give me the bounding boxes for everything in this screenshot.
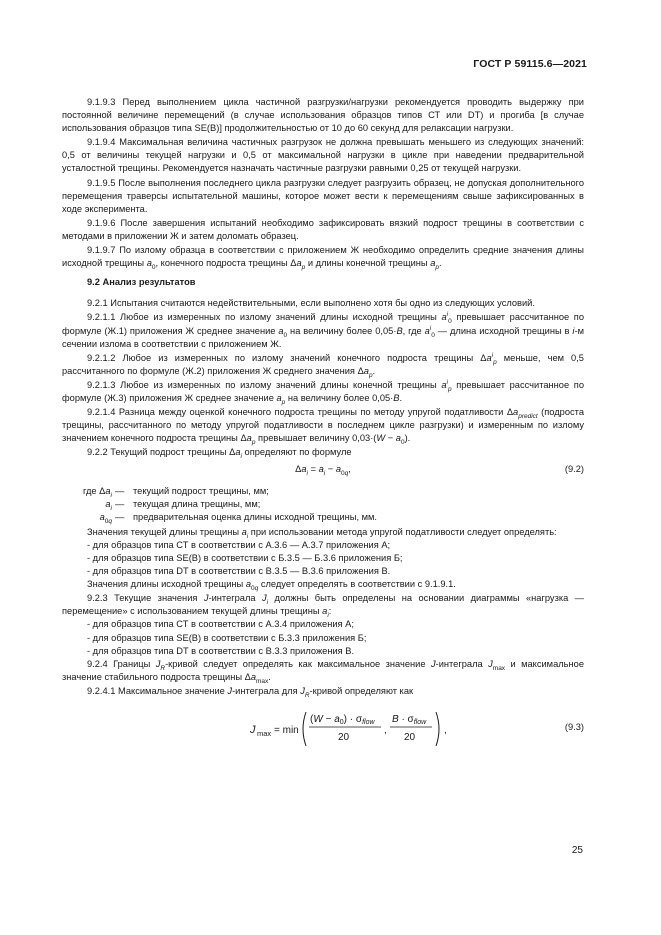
svg-text:= min: = min (274, 725, 299, 737)
definition-row: $a_i$ — текущая длина трещины, мм; (105, 499, 261, 513)
paragraph-9-2-1-4: 9.2.1.4 Разница между оценкой конечного подроста трещины по методу упругой податливости $\Delta a_{predict}$ (подроста трещины, рассчитанного по методу упругой податливости в последнем цикле разгрузки) и измеренным по излому значением конечного подроста трещины $\Delta a_p$ превышает величину $0,03\cdot(W - a_0)$. (62, 407, 584, 447)
paragraph-9-1-9-7: 9.1.9.7 По излому образца в соответствии с приложением Ж необходимо определить средние значения длины исходной трещины $a_0$, конечного подроста трещины $\Delta a_p$ и длины конечной трещины $a_p$. (62, 245, 584, 271)
list-item: - для образцов типа SE(B) в соответствии с Б.3.3 приложения Б; (87, 632, 367, 643)
list-item: - для образцов типа DT в соответствии с В.3.3 приложения В. (87, 645, 355, 656)
equation-9-3-expression (250, 706, 480, 752)
definition-row: $a_{0q}$ — предварительная оценка длины исходной трещины, мм. (99, 512, 377, 525)
paragraph-9-1-9-3: 9.1.9.3 Перед выполнением цикла частичной разгрузки/нагрузки рекомендуется проводить выдержку при постоянной величине перемещений (в случае использования образцов типов СТ или DT) и прогиба [в случае использования образцов типа SE(B)] продолжительностью от 10 до 60 секунд для релаксации нагрузки. (62, 97, 584, 134)
paragraph-9-2-1: 9.2.1 Испытания считаются недействительными, если выполнено хотя бы одно из следующих условий. (87, 298, 535, 309)
paragraph-9-2-4-1: 9.2.4.1 Максимальное значение J-интеграла для $J_R$-кривой определяют как (87, 685, 414, 699)
equation-9-3 (62, 704, 584, 754)
paragraph-9-1-9-6: 9.1.9.6 После завершения испытаний необходимо зафиксировать вязкий подрост трещины в соответствии с методами в приложении Ж и затем доломать образец. (62, 217, 584, 241)
equation-9-2 (62, 459, 584, 481)
document-body (62, 96, 584, 760)
svg-text:max: max (257, 729, 272, 739)
paragraph-9-2-1-3: 9.2.1.3 Любое из измеренных по излому значений длины конечной трещины $a^i_p$ превышает рассчитанное по формуле (Ж.3) приложения Ж среднее значение $a_p$ на величину более 0,05·B. (62, 378, 585, 406)
paragraph-9-2-1-2: 9.2.1.2 Любое из измеренных по излому значений конечного подроста трещины $\Delta a^i_p$ меньше, чем 0,5 рассчитанного по формуле (Ж.2) приложения Ж среднего значения $\Delta a_p$. (62, 351, 584, 379)
list-item: - для образцов типа СТ в соответствии с А.3.4 приложения А; (87, 619, 354, 630)
list-item: - для образцов типа SE(B) в соответствии с Б.3.5 — Б.3.6 приложения Б; (87, 553, 403, 564)
list-item: - для образцов типа СТ в соответствии с А.3.6 — А.3.7 приложения А; (87, 539, 391, 550)
svg-text:20: 20 (404, 732, 416, 744)
svg-text:,: , (444, 725, 447, 737)
page-number: 25 (571, 845, 583, 856)
paragraph-9-2-4: 9.2.4 Границы $J_R$-кривой следует определять как максимальное значение J-интеграла $J_{max}$ и максимальное значение стабильного подроста трещины $\Delta a_{max}$. (62, 658, 584, 685)
equation-9-2-expression: $\Delta a_i = a_i - a_{0q}$, (295, 464, 351, 478)
paragraph-9-2-2: 9.2.2 Текущий подрост трещины $\Delta a_i$ определяют по формуле (87, 447, 352, 461)
equation-9-3-number: (9.3) (564, 722, 584, 733)
paragraph-crack-length-values: Значения текущей длины трещины $a_i$ при использовании метода упругой податливости следует определять: (87, 526, 557, 540)
paragraph-9-1-9-5: 9.1.9.5 После выполнения последнего цикла разгрузки следует разгрузить образец, не допуская дополнительного перемещения траверсы испытательной машины, которое может вести к перемещениям свыше зафиксированных в ходе эксперимента. (62, 177, 584, 214)
svg-text:20: 20 (338, 732, 350, 744)
paragraph-9-2-3: 9.2.3 Текущие значения J-интеграла $J_i$ должны быть определены на основании диаграммы «нагрузка — перемещение» с использованием текущей длины трещины $a_i$: (62, 593, 584, 620)
section-title: 9.2 Анализ результатов (87, 277, 196, 288)
equation-9-2-number: (9.2) (564, 464, 584, 475)
svg-text:B · σflow: $B \cdot \sigma_{flow}$ (392, 714, 427, 727)
list-item: - для образцов типа DT в соответствии с В.3.5 — В.3.6 приложения В. (87, 566, 391, 577)
paragraph-9-1-9-4: 9.1.9.4 Максимальная величина частичных разгрузок не должна превышать меньшего из следующих значений: 0,5 от величины текущей нагрузки и 0,5 от максимальной нагрузки в цикле при наведении предварительной усталостной трещины. Рекомендуется назначать частичные разгрузки равными 0,25 от текущей нагрузки. (62, 137, 584, 174)
svg-text:(W − a0) · σflow: $(W - a_0) \cdot \sigma_{flow}$ (310, 714, 375, 727)
paragraph-a0q: Значения длины исходной трещины $a_{0q}$ следует определять в соответствии с 9.1.9.1. (87, 579, 456, 593)
svg-text:,: , (384, 725, 387, 737)
paragraph-9-2-1-1: 9.2.1.1 Любое из измеренных по излому значений длины исходной трещины $a^i_0$ превышает рассчитанное по формуле (Ж.1) приложения Ж среднее значение $a_0$ на величину более 0,05·B, где $a^i_0$ — длина исходной трещины в i-м сечении излома в соответствии с приложением Ж. (62, 311, 585, 349)
definitions-list (62, 485, 584, 523)
svg-text:J: J (250, 724, 256, 737)
definition-row: где $\Delta a_i$ — текущий подрост трещины, мм; (83, 486, 269, 500)
document-header: ГОСТ Р 59115.6—2021 (473, 58, 587, 70)
